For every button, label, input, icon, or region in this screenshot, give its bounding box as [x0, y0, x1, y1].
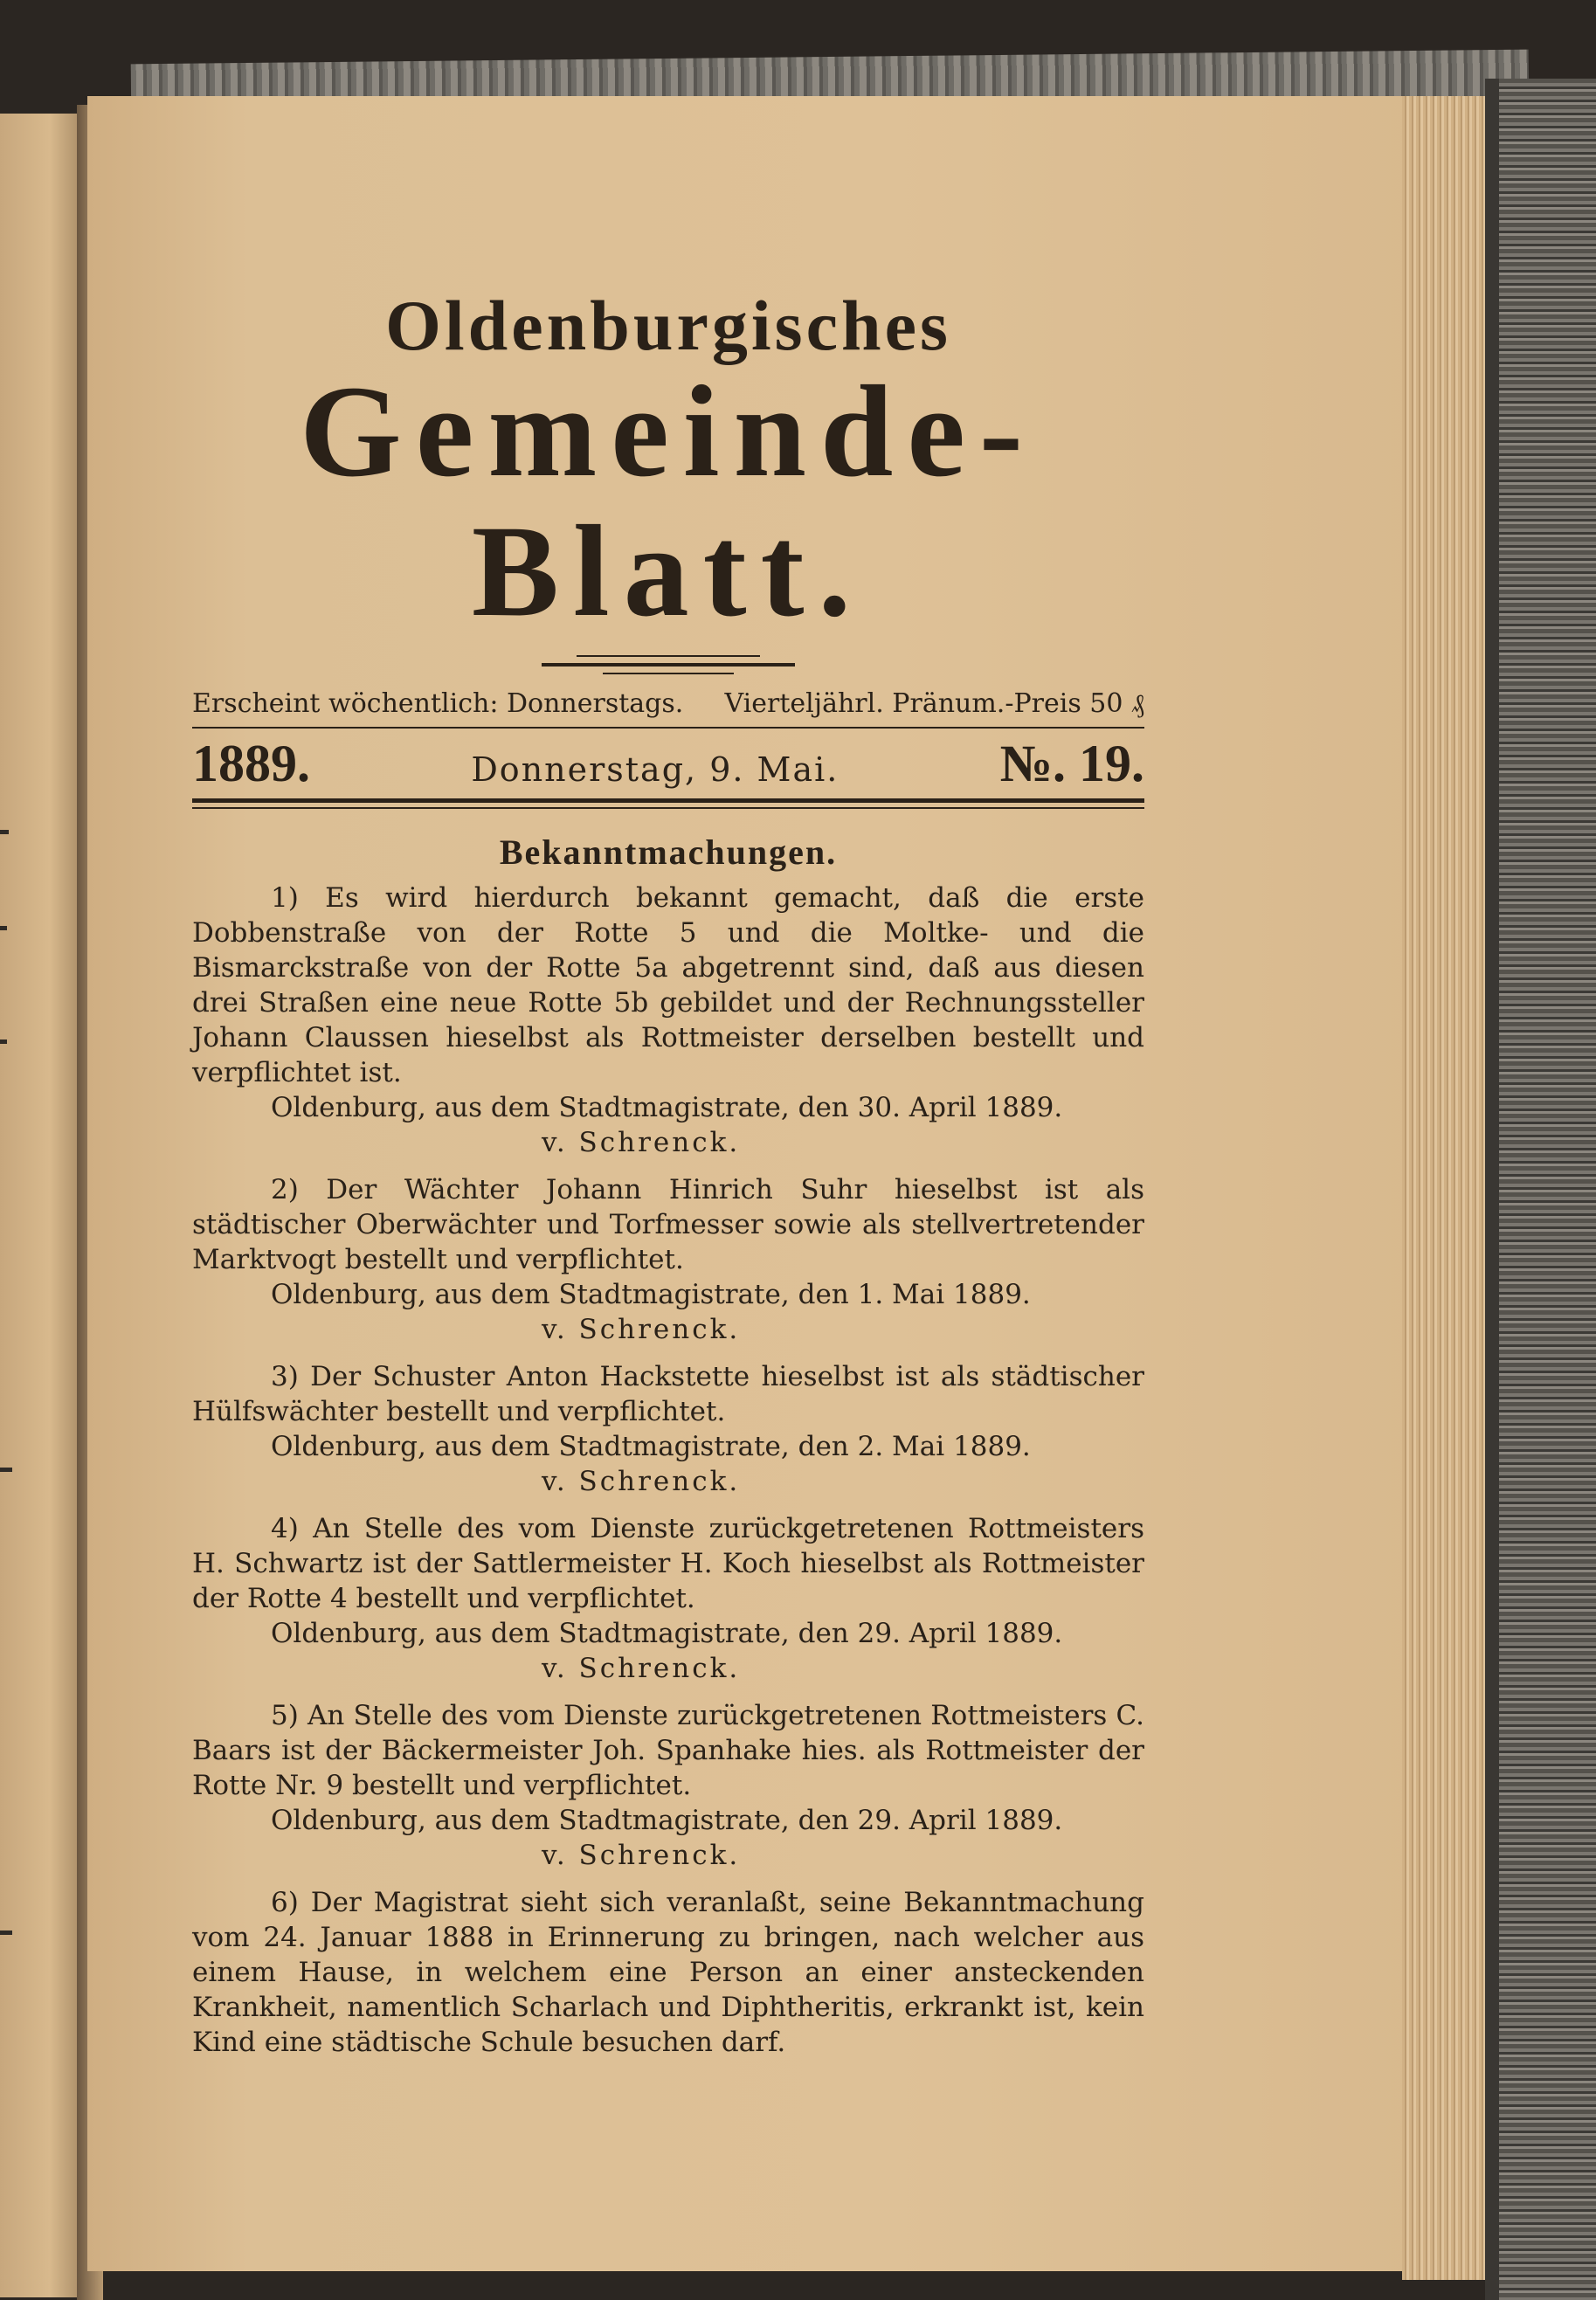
page-content	[192, 262, 1144, 2060]
notice-item	[192, 881, 1144, 1160]
left-page-mark	[0, 1930, 12, 1935]
issue-date: Donnerstag, 9. Mai.	[471, 750, 839, 789]
notice-place-date: Oldenburg, aus dem Stadtmagistrate, den 30. April 1889.	[271, 1092, 1063, 1123]
left-page-mark	[0, 1468, 12, 1472]
page-edges	[1402, 96, 1485, 2280]
notice-text: 5) An Stelle des vom Dienste zurückgetretenen Rottmeisters C. Baars ist der Bäckermeister Joh. Spanhake hies. als Rottmeister der Rotte Nr. 9 bestellt und verpflichtet.	[192, 1700, 1144, 1801]
notice-text: 2) Der Wächter Johann Hinrich Suhr hieselbst ist als städtischer Oberwächter und Torfmesser sowie als stellvertretender Marktvogt bestellt und verpflichtet.	[192, 1174, 1144, 1275]
masthead-line2: Gemeinde-Blatt.	[300, 359, 1037, 644]
notice-item	[192, 1885, 1144, 2060]
notice-signature: v. Schrenck.	[542, 1314, 741, 1345]
notice-item	[192, 1698, 1144, 1873]
notice-item	[192, 1172, 1144, 1347]
issue-number: №. 19.	[999, 735, 1144, 792]
book-cover-right	[1485, 79, 1596, 2300]
left-page-mark	[0, 1039, 7, 1044]
notice-signature: v. Schrenck.	[542, 1466, 741, 1497]
issue-year: 1889.	[192, 735, 310, 792]
notice-signature: v. Schrenck.	[542, 1127, 741, 1158]
notice-text: 1) Es wird hierdurch bekannt gemacht, daß die erste Dobbenstraße von der Rotte 5 und die Moltke- und die Bismarckstraße von der Rotte 5a abgetrennt sind, daß aus diesen drei Straßen eine neue Rotte 5b gebildet und der Rechnungssteller Johann Claussen hieselbst als Rottmeister derselben bestellt und verpflichtet ist.	[192, 882, 1144, 1088]
publication-info	[192, 687, 1144, 722]
notice-signature: v. Schrenck.	[542, 1653, 741, 1684]
price-text: Vierteljährl. Pränum.-Preis 50 ₰	[724, 688, 1144, 719]
notice-item	[192, 1359, 1144, 1499]
left-page-mark	[0, 926, 7, 930]
notice-place-date: Oldenburg, aus dem Stadtmagistrate, den 29. April 1889.	[271, 1618, 1063, 1649]
notice-item	[192, 1511, 1144, 1686]
double-divider	[192, 798, 1144, 809]
notice-place-date: Oldenburg, aus dem Stadtmagistrate, den 1. Mai 1889.	[271, 1279, 1031, 1310]
frequency-text: Erscheint wöchentlich: Donnerstags.	[192, 688, 684, 719]
left-page-mark	[0, 830, 9, 834]
notice-text: 6) Der Magistrat sieht sich veranlaßt, seine Bekanntmachung vom 24. Januar 1888 in Erinnerung zu bringen, nach welcher aus einem Hause, in welchem eine Person an einer ansteckenden Krankheit, namentlich Scharlach und Diphtheritis, erkrankt ist, kein Kind eine städtische Schule besuchen darf.	[192, 1887, 1144, 2058]
notice-text: 3) Der Schuster Anton Hackstette hieselbst ist als städtischer Hülfswächter bestellt und verpflichtet.	[192, 1361, 1144, 1427]
ornamental-rule	[192, 652, 1144, 678]
notice-place-date: Oldenburg, aus dem Stadtmagistrate, den 2. Mai 1889.	[271, 1431, 1031, 1462]
notice-text: 4) An Stelle des vom Dienste zurückgetretenen Rottmeisters H. Schwartz ist der Sattlermeister H. Koch hieselbst als Rottmeister der Rotte 4 bestellt und verpflichtet.	[192, 1513, 1144, 1614]
divider	[192, 727, 1144, 729]
notice-place-date: Oldenburg, aus dem Stadtmagistrate, den 29. April 1889.	[271, 1805, 1063, 1836]
facing-left-page	[0, 114, 83, 2297]
issue-dateline	[192, 734, 1144, 791]
section-heading: Bekanntmachungen.	[499, 832, 838, 872]
notice-signature: v. Schrenck.	[542, 1840, 741, 1871]
masthead-line1: Oldenburgisches	[385, 286, 951, 365]
